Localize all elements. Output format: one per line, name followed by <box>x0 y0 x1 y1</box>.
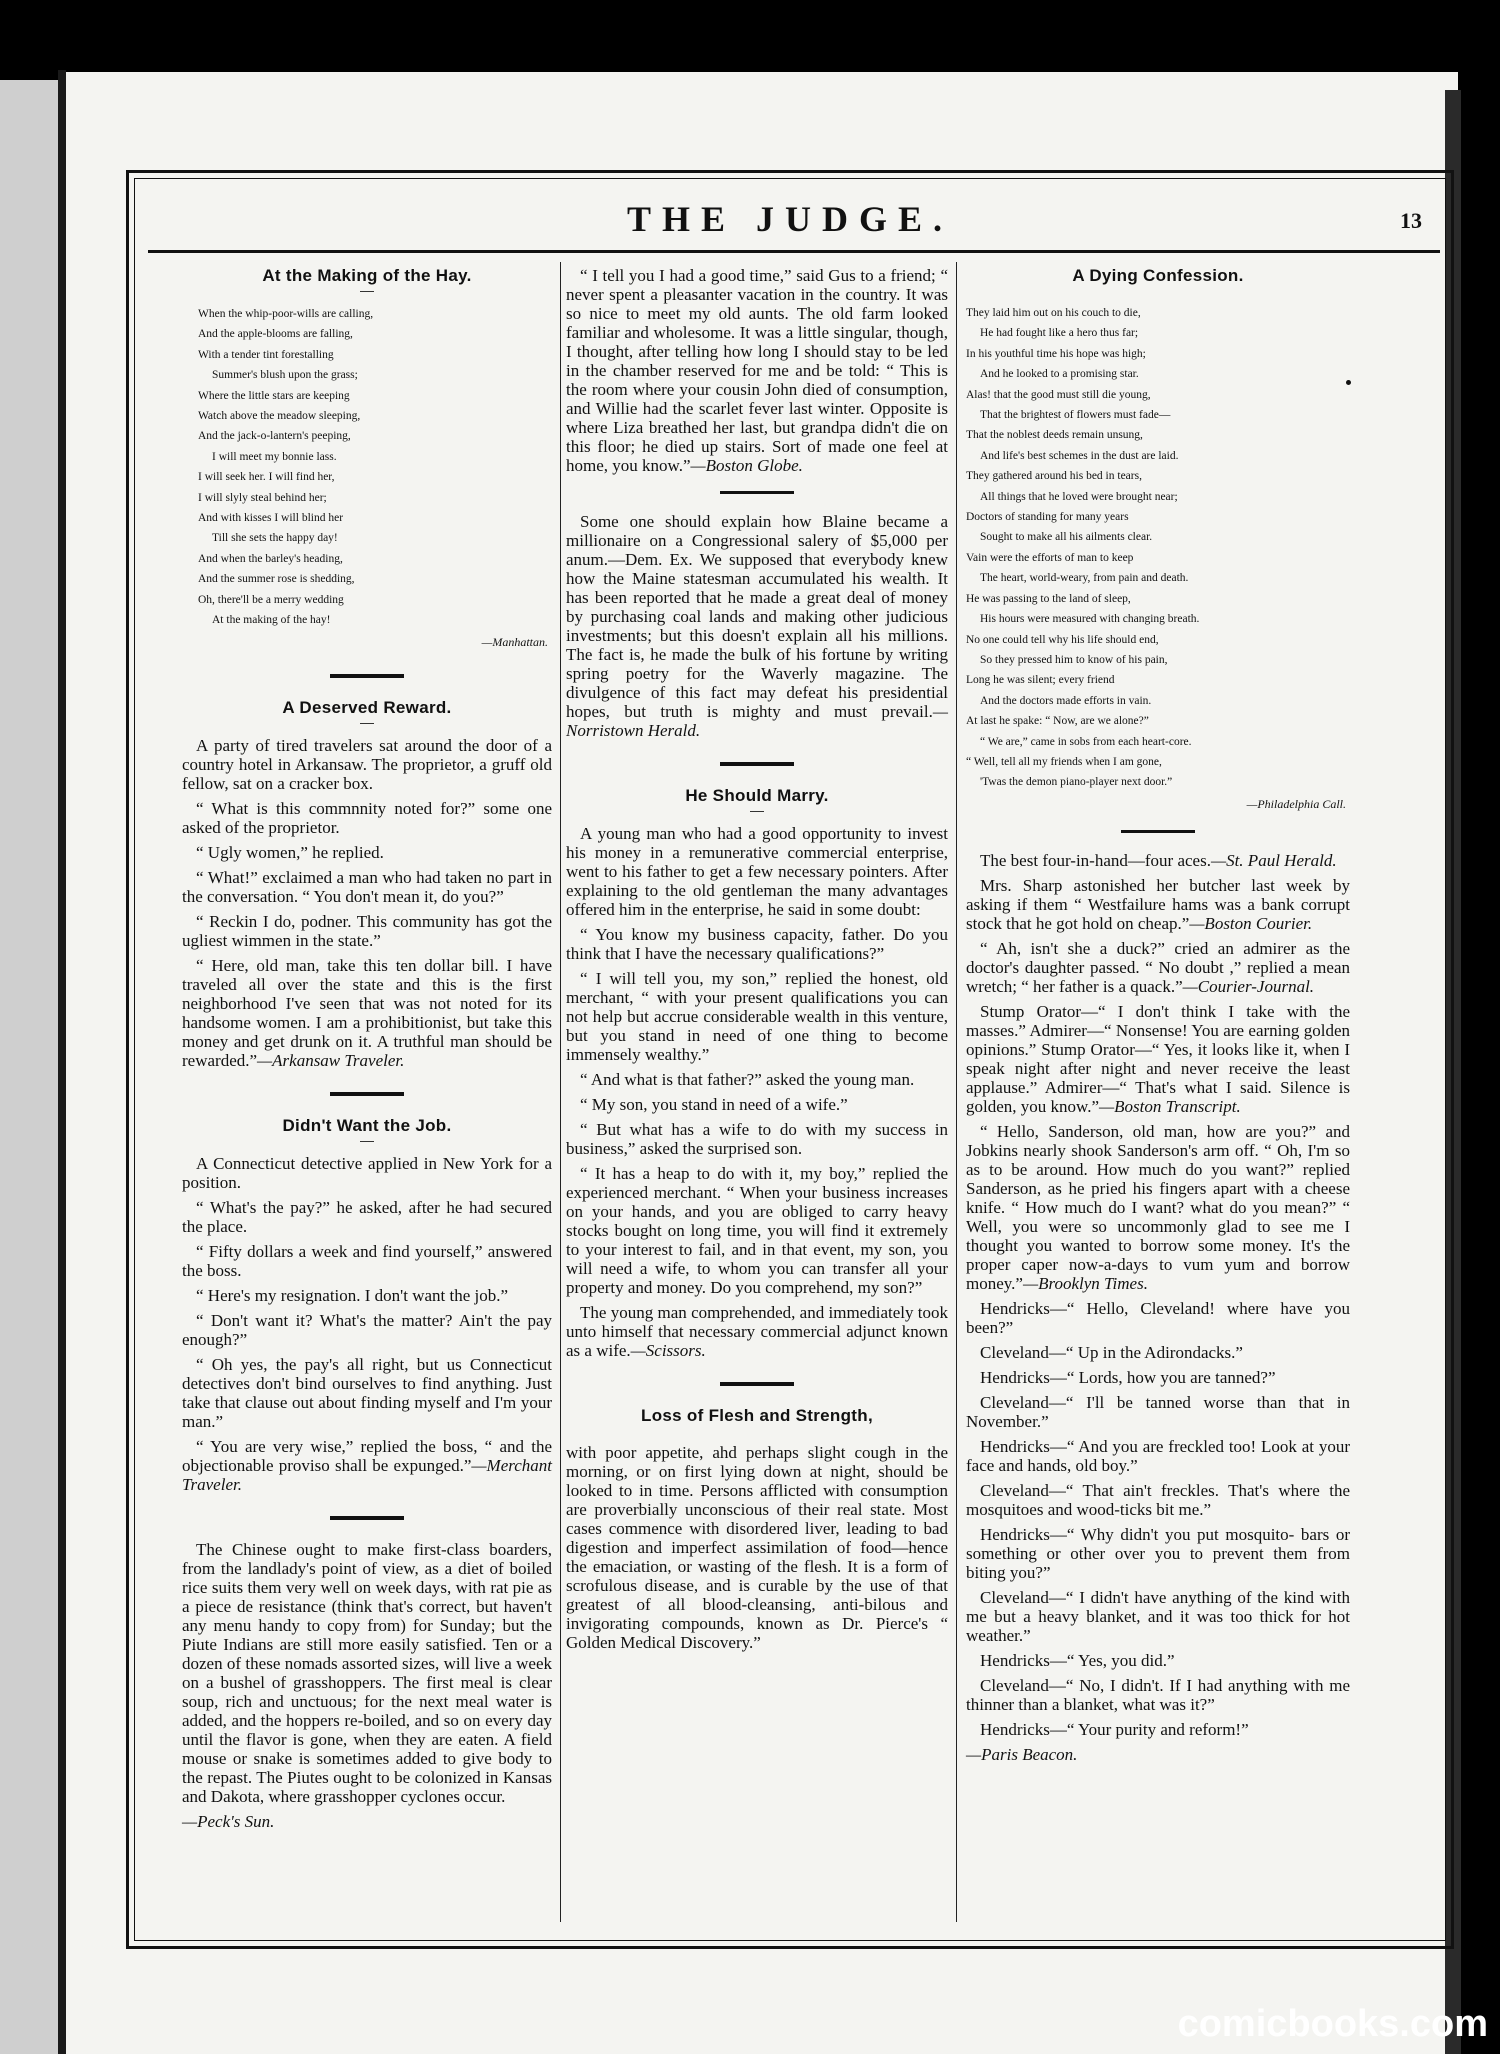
poem-line: In his youthful time his hope was high; <box>966 347 1146 360</box>
marry-paragraph: “ My son, you stand in need of a wife.” <box>580 1095 848 1114</box>
title-dash <box>360 1141 374 1142</box>
adjacent-page-edge <box>0 80 58 2054</box>
masthead-rule <box>148 250 1440 253</box>
poem-line: Doctors of standing for many years <box>966 511 1129 524</box>
poem-line: That the brightest of flowers must fade— <box>980 409 1171 422</box>
poem-line: And when the barley's heading, <box>198 552 343 565</box>
section-rule <box>720 491 794 494</box>
poem-line: No one could tell why his life should end, <box>966 633 1159 646</box>
section-rule <box>330 1092 404 1096</box>
section-rule <box>720 762 794 766</box>
section-rule <box>330 674 404 678</box>
dying-title: A Dying Confession. <box>1072 266 1244 285</box>
job-paragraph: “ Oh yes, the pay's all right, but us Connecticut detectives don't bind ourselves to find anything. Just take that clause out about finding myself and I'm your man.” <box>182 1354 552 1431</box>
poem-line: I will seek her. I will find her, <box>198 471 335 484</box>
duck-text: “ Ah, isn't she a duck?” cried an admirer as the doctor's daughter passed. “ No doubt ,” replied a mean wretch; “ her father is a quack.” <box>966 938 1350 996</box>
marry-paragraph: “ I will tell you, my son,” replied the honest, old merchant, “ with your present qualifications you can not help but accrue considerable wealth in this venture, but you stand in need of one thing to become immensely wealthy.” <box>566 969 948 1064</box>
poem-line: Long he was silent; every friend <box>966 674 1115 687</box>
poem-line: With a tender tint forestalling <box>198 348 334 361</box>
poem-line: The heart, world-weary, from pain and death. <box>980 572 1189 585</box>
job-paragraph: “ What's the pay?” he asked, after he had secured the place. <box>182 1197 552 1236</box>
column-divider-1 <box>560 262 561 1922</box>
job-paragraph: “ Here's my resignation. I don't want the job.” <box>196 1285 509 1305</box>
fourinhand-paragraph <box>966 851 1350 870</box>
poem-line: All things that he loved were brought near; <box>980 490 1178 503</box>
poem-line: At the making of the hay! <box>212 614 331 627</box>
marry-paragraph: “ You know my business capacity, father. Do you think that I have the necessary qualifications?” <box>566 925 948 963</box>
poem-line: And he looked to a promising star. <box>980 368 1139 381</box>
job-credit: —Merchant Traveler. <box>182 1455 552 1494</box>
poem-line: And the summer rose is shedding, <box>198 573 355 586</box>
masthead <box>140 198 1440 250</box>
sharp-text: Mrs. Sharp astonished her butcher last week by asking if them “ Westfailure hams was a bank corrupt stock that he got hold on cheap.” <box>966 875 1350 933</box>
poem-line: Watch above the meadow sleeping, <box>198 410 361 423</box>
gus-text: “ I tell you I had a good time,” said Gus to a friend; “ never spent a pleasanter vacation in the country. It was so nice to meet my old aunts. The old farm looked familiar and wholesome. It was a little singular, though, I thought, after telling how long I should stay to be led in the chamber reserved for me and be told: “ This is the room where your cousin John died of consumption, and Willie had the scarlet fever last winter. Opposite is where Liza breathed her last, but grandpa didn't die on this floor; he died up stairs. Sort of made one feel at home, you know.” <box>566 266 948 475</box>
column-2 <box>566 266 948 1658</box>
hendricks-paragraph: Hendricks—“ And you are freckled too! Look at your face and hands, old boy.” <box>966 1436 1350 1475</box>
job-title: Didn't Want the Job. <box>282 1115 452 1135</box>
section-rule <box>720 1382 794 1386</box>
poem-line: Vain were the efforts of man to keep <box>966 551 1134 564</box>
hendricks-paragraph: Hendricks—“ Why didn't you put mosquito- bars or something or other over you to prevent them from biting you?” <box>966 1524 1350 1582</box>
job-paragraph: “ Don't want it? What's the matter? Ain't the pay enough?” <box>182 1310 552 1349</box>
poem-line: I will meet my bonnie lass. <box>212 450 337 463</box>
poem-line: “ We are,” came in sobs from each heart-core. <box>980 735 1192 748</box>
sanderson-text: “ Hello, Sanderson, old man, how are you?” and Jobkins nearly shook Sanderson's arm off. “ Oh, I'm so as to be around. How much do you want?” replied Sanderson, as he pried his fingers apart with a cheese knife. “ How much do I want? what do you mean?” “ Well, you were so uncommonly glad to see me I thought you wanted to borrow some money. It's the proper caper now-a-days to vum yum and borrow money.” <box>966 1121 1350 1293</box>
reward-title: A Deserved Reward. <box>282 697 452 717</box>
orator-text: Stump Orator—“ I don't think I take with the masses.” Admirer—“ Nonsense! You are earning golden opinions.” Stump Orator—“ Yes, it looks like it, when I speak night after night and never receive the least applause.” Admirer—“ That's what I said. Silence is golden, you know.” <box>966 1001 1350 1116</box>
poem-line: Till she sets the happy day! <box>212 532 338 545</box>
poem-line: 'Twas the demon piano-player next door.” <box>980 776 1173 789</box>
poem-line: Oh, there'll be a merry wedding <box>198 593 344 606</box>
hay-poem <box>198 304 552 631</box>
page-gutter <box>58 70 66 2054</box>
sanderson-credit: —Brooklyn Times. <box>1022 1273 1148 1293</box>
gus-credit: —Boston Globe. <box>690 456 803 475</box>
marry-text: The young man comprehended, and immediately took unto himself that necessary commercial adjunct known as a wife. <box>566 1303 948 1360</box>
poem-line: When the whip-poor-wills are calling, <box>198 308 374 320</box>
poem-line: They laid him out on his couch to die, <box>966 307 1141 319</box>
blaine-paragraph <box>566 512 948 740</box>
poem-line: Summer's blush upon the grass; <box>212 369 358 382</box>
watermark: comicbooks.com <box>1177 2003 1488 2045</box>
poem-line: Sought to make all his ailments clear. <box>980 531 1153 544</box>
marry-credit: —Scissors. <box>630 1341 706 1360</box>
sharp-credit: —Boston Courier. <box>1189 913 1313 933</box>
poem-line: And with kisses I will blind her <box>198 512 344 525</box>
hendricks-paragraph: Cleveland—“ I'll be tanned worse than that in November.” <box>966 1392 1350 1431</box>
fourinhand-credit: —St. Paul Herald. <box>1210 850 1337 870</box>
flesh-paragraph: with poor appetite, ahd perhaps slight cough in the morning, or on first lying down at night, should be looked to in time. Persons afflicted with consumption are proverbially unconscious of their real state. Most cases commence with disordered liver, leading to bad digestion and imperfect assimilation of food—hence the emaciation, or wasting of the flesh. It is a form of scrofulous disease, and is curable by the use of that greatest of all blood-cleansing, anti-bilous and invigorating compounds, known as Dr. Pierce's “ Golden Medical Discovery.” <box>566 1443 948 1652</box>
poem-line: And life's best schemes in the dust are laid. <box>980 449 1179 462</box>
page-number: 13 <box>1400 208 1422 233</box>
hendricks-paragraph: Cleveland—“ That ain't freckles. That's where the mosquitoes and wood-ticks bit me.” <box>966 1480 1350 1519</box>
gus-paragraph <box>566 266 948 475</box>
hay-credit: —Manhattan. <box>481 634 548 649</box>
sharp-paragraph <box>966 876 1350 933</box>
poem-line: I will slyly steal behind her; <box>198 491 327 504</box>
poem-line: That the noblest deeds remain unsung, <box>966 429 1143 442</box>
hay-title: At the Making of the Hay. <box>262 266 472 285</box>
reward-paragraph: “ What is this commnnity noted for?” some one asked of the proprietor. <box>182 798 552 837</box>
title-dash <box>360 291 374 292</box>
marry-paragraph <box>566 1303 948 1360</box>
job-paragraph: A Connecticut detective applied in New York for a position. <box>182 1153 552 1192</box>
poem-line: So they pressed him to know of his pain, <box>980 653 1168 666</box>
hendricks-paragraph: Cleveland—“ No, I didn't. If I had anything with me thinner than a blanket, what was it?” <box>966 1675 1350 1714</box>
hendricks-paragraph: Hendricks—“ Hello, Cleveland! where have you been?” <box>966 1298 1350 1337</box>
reward-paragraph: “ What!” exclaimed a man who had taken no part in the conversation. “ You don't mean it, do you?” <box>182 867 552 906</box>
reward-text: “ Here, old man, take this ten dollar bill. I have traveled all over the state and this is the first neighborhood I've seen that was not noted for its handsome women. I am a prohibitionist, but take this money and get drunk on it. A truthful man should be rewarded.” <box>182 955 552 1070</box>
marry-paragraph: “ And what is that father?” asked the young man. <box>580 1070 915 1089</box>
hendricks-paragraph: Hendricks—“ Your purity and reform!” <box>980 1719 1249 1739</box>
sanderson-paragraph <box>966 1122 1350 1293</box>
poem-line: “ Well, tell all my friends when I am gone, <box>966 755 1162 768</box>
title-dash <box>360 723 374 724</box>
fourinhand-text: The best four-in-hand—four aces. <box>980 850 1211 870</box>
poem-line: He had fought like a hero thus far; <box>980 327 1139 340</box>
duck-paragraph <box>966 939 1350 996</box>
masthead-title: THE JUDGE. <box>626 199 954 239</box>
orator-credit: —Boston Transcript. <box>1099 1096 1241 1116</box>
poem-line: He was passing to the land of sleep, <box>966 592 1131 605</box>
blaine-credit: —Norristown Herald. <box>566 702 948 740</box>
chinese-paragraph: The Chinese ought to make first-class boarders, from the landlady's point of view, as a diet of boiled rice suits them very well on week days, with rat pie as a piece de resistance (think that's correct, but haven't any menu handy to copy from) for Sunday; but the Piute Indians are still more easily satisfied. Ten or a dozen of these nomads assorted sizes, will live a week on a bushel of grasshoppers. The first meal is clear soup, rich and unctuous; for the next meal water is added, and the hoppers re-boiled, and so on every day until the flavor is gone, when they are eaten. A field mouse or snake is sometimes added to give body to the repast. The Piutes ought to be colonized in Kansas and Dakota, where grasshopper cyclones occur. <box>182 1539 552 1806</box>
marry-paragraph: “ But what has a wife to do with my success in business,” asked the surprised son. <box>566 1120 948 1158</box>
marry-paragraph: “ It has a heap to do with it, my boy,” replied the experienced merchant. “ When your business increases on your hands, and you are obliged to carry heavy stocks bought on long time, you will find it extremely to your interest to fail, and in that event, my son, you will need a wife, to whom you can transfer all your property and money. Do you comprehend, my son?” <box>566 1164 948 1297</box>
marry-title: He Should Marry. <box>685 786 829 805</box>
poem-line: They gathered around his bed in tears, <box>966 470 1142 483</box>
poem-line: Where the little stars are keeping <box>198 389 350 402</box>
column-1 <box>182 266 552 1831</box>
hendricks-paragraph: Cleveland—“ Up in the Adirondacks.” <box>980 1342 1243 1362</box>
section-rule <box>1121 830 1195 833</box>
reward-paragraph: “ Reckin I do, podner. This community has got the ugliest wimmen in the state.” <box>182 911 552 950</box>
orator-paragraph <box>966 1002 1350 1116</box>
column-3 <box>966 266 1350 1764</box>
dying-poem <box>966 303 1350 793</box>
hendricks-credit: —Paris Beacon. <box>966 1744 1078 1764</box>
title-dash <box>750 811 764 812</box>
reward-credit: —Arkansaw Traveler. <box>257 1050 405 1070</box>
chinese-credit: —Peck's Sun. <box>182 1811 275 1831</box>
dying-credit: —Philadelphia Call. <box>1246 796 1346 811</box>
blaine-text: Some one should explain how Blaine became a millionaire on a Congressional salery of $5,000 per anum.—Dem. Ex. We supposed that everybody knew how the Maine statesman accumulated his wealth. It has been reported that he made a great deal of money by purchasing coal lands and making other judicious investments; but this doesn't explain all his millions. The fact is, he made the bulk of his fortune by writing spring poetry for the Waverly magazine. The divulgence of this fact may defeat his presidential hopes, but truth is mighty and must prevail. <box>566 512 948 721</box>
duck-credit: —Courier-Journal. <box>1182 976 1315 996</box>
job-paragraph: “ Fifty dollars a week and find yourself,” answered the boss. <box>182 1241 552 1280</box>
job-text: “ You are very wise,” replied the boss, “ and the objectionable proviso shall be expunged.” <box>182 1436 552 1475</box>
hendricks-paragraph: Hendricks—“ Yes, you did.” <box>980 1650 1175 1670</box>
poem-line: Alas! that the good must still die young, <box>966 388 1151 401</box>
poem-line: And the doctors made efforts in vain. <box>980 694 1152 707</box>
section-rule <box>330 1516 404 1520</box>
poem-line: And the apple-blooms are falling, <box>198 328 353 341</box>
reward-paragraph <box>182 956 552 1070</box>
reward-paragraph: “ Ugly women,” he replied. <box>196 842 384 862</box>
marry-paragraph: A young man who had a good opportunity to invest his money in a remunerative commercial enterprise, went to his father to get a few necessary pointers. After explaining to the old gentleman the many advantages offered him in the enterprise, he said in some doubt: <box>566 824 948 919</box>
column-divider-2 <box>956 262 957 1922</box>
poem-line: At last he spake: “ Now, are we alone?” <box>966 715 1149 728</box>
poem-line: And the jack-o-lantern's peeping, <box>198 430 351 443</box>
job-paragraph <box>182 1437 552 1494</box>
poem-line: His hours were measured with changing breath. <box>980 613 1200 626</box>
reward-paragraph: A party of tired travelers sat around the door of a country hotel in Arkansaw. The proprietor, a gruff old fellow, sat on a cracker box. <box>182 735 552 793</box>
hendricks-paragraph: Cleveland—“ I didn't have anything of the kind with me but a heavy blanket, and it was too thick for hot weather.” <box>966 1587 1350 1645</box>
flesh-title: Loss of Flesh and Strength, <box>641 1406 873 1425</box>
hendricks-paragraph: Hendricks—“ Lords, how you are tanned?” <box>980 1367 1276 1387</box>
